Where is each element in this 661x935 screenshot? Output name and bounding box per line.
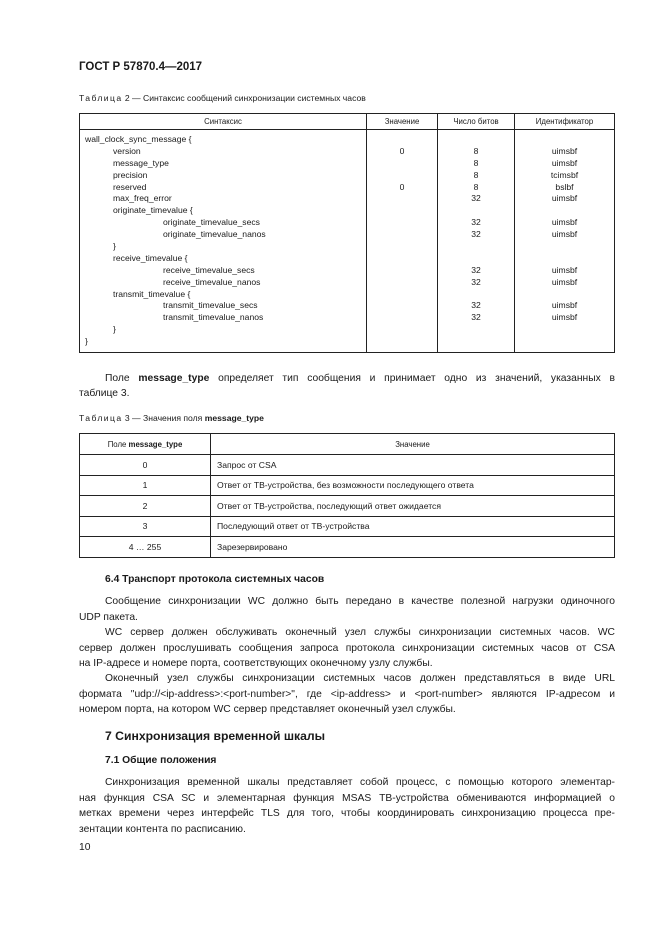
bits-cell: 8 <box>473 145 479 156</box>
message-type-code: 4 … 255 <box>80 537 211 558</box>
syntax-line: max_freq_error <box>113 193 172 204</box>
bits-cell <box>438 134 514 146</box>
paragraph-7-1: Синхронизация временной шкалы представляет собой процесс, с помощью которого элементар- <box>105 777 615 788</box>
value-cell <box>367 289 437 301</box>
syntax-line: message_type <box>113 157 169 168</box>
identifier-cell: uimsbf <box>551 264 578 275</box>
syntax-line: transmit_timevalue { <box>113 288 191 299</box>
paragraph-6-4-3: Оконечный узел службы синхронизации системных часов должен представляться в виде URL <box>105 673 615 684</box>
bits-cell <box>438 336 514 348</box>
syntax-line: receive_timevalue_secs <box>163 264 255 275</box>
value-cell <box>367 193 437 205</box>
paragraph-message-type: Поле message_type определяет тип сообщения и принимает одно из значений, указанных в <box>105 373 615 384</box>
identifier-cell <box>515 241 614 253</box>
value-cell <box>367 265 437 277</box>
identifier-cell: uimsbf <box>551 300 578 311</box>
syntax-line: originate_timevalue { <box>113 205 193 216</box>
value-cell <box>367 300 437 312</box>
identifier-cell <box>515 253 614 265</box>
paragraph-message-type-cont: таблице 3. <box>79 388 130 399</box>
document-header: ГОСТ Р 57870.4—2017 <box>79 61 203 73</box>
syntax-line: version <box>113 145 141 156</box>
col-bits-header: Число битов <box>438 114 515 130</box>
paragraph-7-1-line2: ная функция CSA SC и элементарная функция MSAS ТВ-устройства обмениваются информацией о <box>79 793 615 804</box>
value-cell <box>367 336 437 348</box>
bits-cell: 32 <box>471 229 481 240</box>
value-cell <box>367 134 437 146</box>
value-cell <box>367 312 437 324</box>
col-field-header: Поле message_type <box>80 434 211 455</box>
table-row <box>80 475 615 496</box>
syntax-table <box>79 113 615 353</box>
bits-cell: 32 <box>471 264 481 275</box>
value-cell <box>367 324 437 336</box>
syntax-line: } <box>85 336 88 347</box>
bits-cell: 32 <box>471 300 481 311</box>
syntax-line: wall_clock_sync_message { <box>85 134 192 144</box>
identifier-cell: uimsbf <box>551 193 578 204</box>
syntax-line: precision <box>113 169 148 180</box>
section-7-1-heading: 7.1 Общие положения <box>105 755 217 766</box>
value-cell <box>367 253 437 265</box>
paragraph-7-1-line3: метках времени через интерфейс TLS для того, чтобы координировать синхронизацию процесса пре- <box>79 808 615 819</box>
col-identifier-header: Идентификатор <box>515 114 615 130</box>
identifier-cell: bslbf <box>555 181 574 192</box>
bits-cell <box>438 324 514 336</box>
value-column <box>367 130 438 353</box>
message-type-code: 0 <box>80 455 211 476</box>
identifier-cell: tcimsbf <box>550 169 579 180</box>
identifier-cell <box>515 205 614 217</box>
bits-cell: 32 <box>471 276 481 287</box>
section-7-heading: 7 Синхронизация временной шкалы <box>105 729 326 743</box>
value-cell <box>367 170 437 182</box>
message-type-table <box>79 433 615 558</box>
bits-cell: 8 <box>473 157 479 168</box>
table-row <box>80 455 615 476</box>
value-cell <box>367 205 437 217</box>
paragraph-6-4-1: Сообщение синхронизации WC должно быть передано в качестве полезной нагрузки одиночного <box>105 596 615 607</box>
message-type-meaning: Запрос от CSA <box>211 455 615 476</box>
bits-cell <box>438 253 514 265</box>
message-type-code: 2 <box>80 496 211 517</box>
bits-cell: 32 <box>471 312 481 323</box>
syntax-line: originate_timevalue_secs <box>163 217 260 228</box>
value-cell <box>367 217 437 229</box>
message-type-code: 1 <box>80 475 211 496</box>
table-row <box>80 537 615 558</box>
col-value-header: Значение <box>367 114 438 130</box>
col-meaning-header: Значение <box>211 434 615 455</box>
message-type-meaning: Зарезервировано <box>211 537 615 558</box>
identifier-cell: uimsbf <box>551 312 578 323</box>
bits-cell <box>438 241 514 253</box>
syntax-line: } <box>113 241 116 252</box>
syntax-line: reserved <box>113 181 147 192</box>
table-row <box>80 516 615 537</box>
syntax-line: receive_timevalue_nanos <box>163 276 261 287</box>
syntax-line: } <box>113 324 116 335</box>
bits-column <box>438 130 515 353</box>
bits-cell <box>438 289 514 301</box>
identifier-cell <box>515 289 614 301</box>
message-type-meaning: Ответ от ТВ-устройства, последующий ответ ожидается <box>211 496 615 517</box>
paragraph-6-4-2-line3: на IP-адресе и номере порта, соответствующих оконечному узлу службы. <box>79 658 433 669</box>
syntax-line: transmit_timevalue_nanos <box>163 312 264 323</box>
syntax-line: receive_timevalue { <box>113 252 188 263</box>
bits-cell: 32 <box>471 217 481 228</box>
value-cell <box>367 229 437 241</box>
paragraph-7-1-line4: зентации контента по расписанию. <box>79 824 246 835</box>
value-cell <box>367 241 437 253</box>
message-type-code: 3 <box>80 516 211 537</box>
bits-cell: 8 <box>473 169 479 180</box>
bits-cell: 8 <box>473 181 479 192</box>
table-header-row <box>80 434 615 455</box>
section-6-4-heading: 6.4 Транспорт протокола системных часов <box>105 574 325 585</box>
value-cell: 0 <box>399 181 405 192</box>
paragraph-6-4-2-line2: сервер должен прослушивать сообщения запроса протокола синхронизации системных часов от CSA <box>79 643 615 654</box>
identifier-cell <box>515 324 614 336</box>
table-header-row <box>80 114 615 130</box>
page-number: 10 <box>79 842 91 853</box>
paragraph-6-4-2: WC сервер должен обслуживать оконечный узел службы синхронизации системных часов. WC <box>105 627 615 638</box>
identifier-cell <box>515 134 614 146</box>
value-cell <box>367 277 437 289</box>
paragraph-6-4-1-cont: UDP пакета. <box>79 612 138 623</box>
table3-caption: Таблица 3 — Значения поля message_type <box>79 413 264 423</box>
syntax-line: originate_timevalue_nanos <box>163 229 266 240</box>
table-row <box>80 496 615 517</box>
syntax-line: transmit_timevalue_secs <box>163 300 258 311</box>
syntax-column <box>80 130 367 353</box>
message-type-meaning: Последующий ответ от ТВ-устройства <box>211 516 615 537</box>
paragraph-6-4-3-line2: формата "udp://<ip-address>:<port-number>", где <ip-address> и <port-number> являются IP-адресом и <box>79 689 615 700</box>
bits-cell <box>438 205 514 217</box>
message-type-meaning: Ответ от ТВ-устройства, без возможности последующего ответа <box>211 475 615 496</box>
col-syntax-header: Синтаксис <box>80 114 367 130</box>
identifier-cell: uimsbf <box>551 229 578 240</box>
value-cell: 0 <box>399 145 405 156</box>
identifier-cell: uimsbf <box>551 276 578 287</box>
paragraph-6-4-3-line3: номером порта, на котором WC сервер представляет оконечный узел службы. <box>79 704 456 715</box>
identifier-column <box>515 130 615 353</box>
identifier-cell: uimsbf <box>551 157 578 168</box>
table2-caption: Таблица 2 — Синтаксис сообщений синхронизации системных часов <box>79 93 366 103</box>
identifier-cell: uimsbf <box>551 217 578 228</box>
bits-cell: 32 <box>471 193 481 204</box>
identifier-cell <box>515 336 614 348</box>
value-cell <box>367 158 437 170</box>
identifier-cell: uimsbf <box>551 145 578 156</box>
